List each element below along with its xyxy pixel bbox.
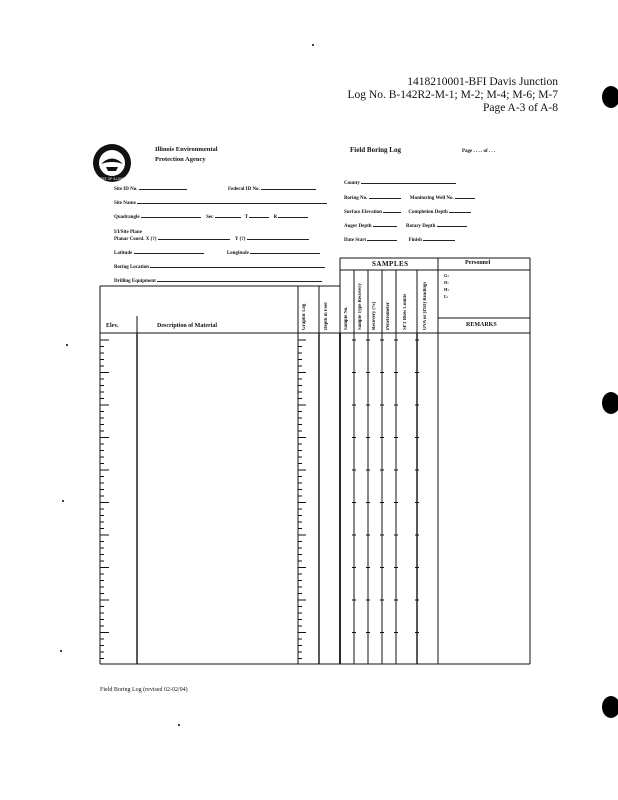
drilling-equipment-field[interactable]: Drilling Equipment [114,279,322,284]
form-footer: Field Boring Log (revised 02-02/04) [100,687,188,693]
scan-speck [66,344,68,346]
surface-elevation-field[interactable]: Surface Elevation Completion Depth [344,210,471,215]
auger-depth-field[interactable]: Auger Depth Rotary Depth [344,224,467,229]
seal-text: STATE OF ILLINOIS [96,177,128,181]
boring-no-field[interactable]: Boring No. Monitoring Well No. [344,196,475,201]
date-start-field[interactable]: Date Start Finish [344,238,455,243]
page-number: Page A-3 of A-8 [482,102,558,114]
state-plane-field[interactable]: I/I/Site Plane Planar Coord. X (?) Y (?) [114,229,309,243]
site-id-field[interactable]: Site ID No. [114,187,187,192]
log-number: Log No. B-142R2-M-1; M-2; M-4; M-6; M-7 [347,89,558,101]
scan-speck [62,500,64,502]
site-name-field[interactable]: Site Name [114,201,327,206]
form-title: Field Boring Log [350,146,401,154]
punch-hole-bottom [602,696,618,718]
personnel-list: G: D: H: L: [444,273,449,299]
boring-location-field[interactable]: Boring Location [114,265,325,270]
remarks-header: REMARKS [466,322,497,328]
agency-seal-icon [92,143,132,183]
depth-header: Depth in Feet [324,302,329,330]
project-name: 1418210001-BFI Davis Junction [407,76,558,88]
personnel-header: Personnel [465,260,491,266]
quadrangle-field[interactable]: Quadrangle Sec T R [114,215,308,220]
agency-name: Illinois Environmental Protection Agency [155,146,218,163]
punch-hole-top [602,86,618,108]
graphic-log-header: Graphic Log [302,303,307,330]
penetrometer-header: Penetrometer [386,302,391,330]
ova-header: OVA or (PID) Readings [423,281,428,330]
recovery-header: Recovery (%) [372,301,377,330]
sample-type-header: Sample Type Recovery [358,283,363,330]
description-column-header: Description of Material [157,323,217,329]
lat-long-field[interactable]: Latitude Longitude [114,251,320,256]
punch-hole-middle [602,392,618,414]
page-of-field: Page . . . . of . . . [462,149,496,154]
scan-speck [178,724,180,726]
blow-counts-header: SPT Blow Counts [403,293,408,330]
samples-header: SAMPLES [372,260,409,268]
scan-speck [312,44,314,46]
scan-speck [60,650,62,652]
elev-column-header: Elev. [106,323,119,329]
federal-id-field[interactable]: Federal ID No. [228,187,316,192]
report-header [347,76,558,115]
county-field[interactable]: County [344,181,456,186]
sample-no-header: Sample No. [344,306,349,330]
